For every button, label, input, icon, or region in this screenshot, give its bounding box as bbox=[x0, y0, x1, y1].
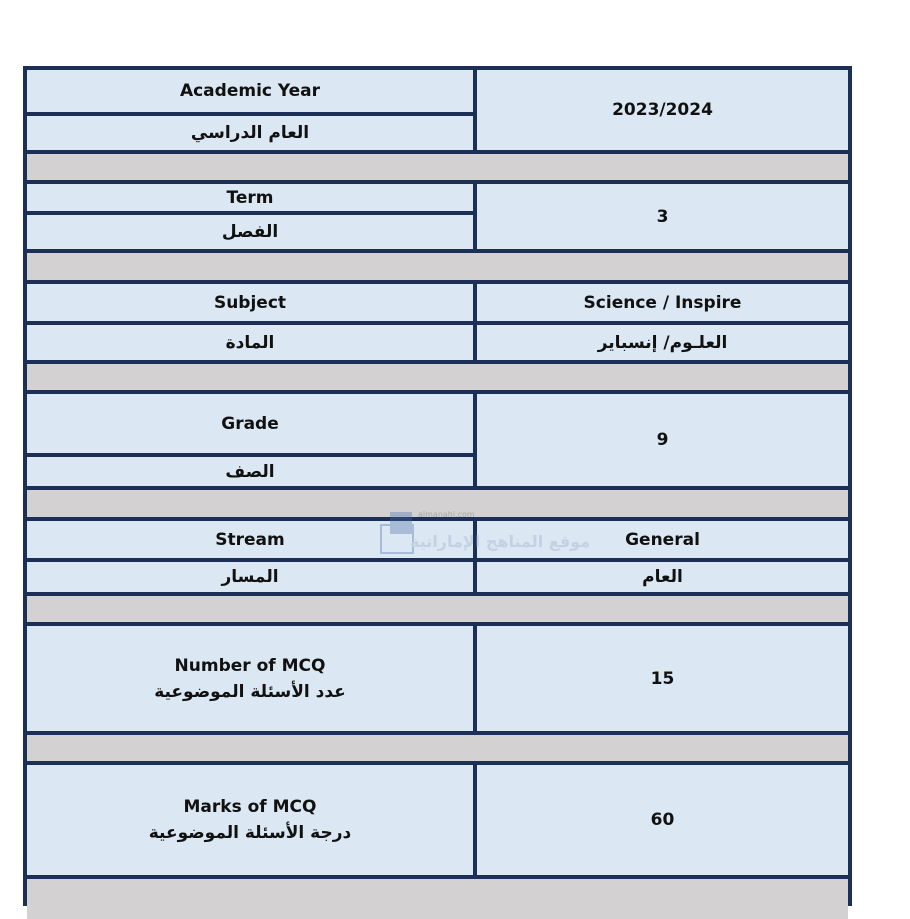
academic-year-value: 2023/2024 bbox=[477, 70, 848, 150]
mcq-count-value: 15 bbox=[477, 626, 848, 731]
stream-label-en: Stream bbox=[27, 521, 473, 558]
term-label-ar: الفصل bbox=[27, 215, 473, 249]
stream-value-en: General bbox=[477, 521, 848, 558]
academic-year-label-en: Academic Year bbox=[27, 70, 473, 112]
mcq-count-label bbox=[27, 626, 473, 731]
row-separator bbox=[27, 364, 848, 390]
subject-label-en: Subject bbox=[27, 284, 473, 321]
watermark-title: موقع المناهج الإماراتية bbox=[410, 532, 591, 551]
term-value: 3 bbox=[477, 184, 848, 249]
subject-value-ar: العلـوم/ إنسباير bbox=[477, 325, 848, 360]
row-separator bbox=[27, 154, 848, 180]
grade-label-en: Grade bbox=[27, 394, 473, 453]
subject-label-ar: المادة bbox=[27, 325, 473, 360]
row-separator bbox=[27, 879, 848, 919]
row-separator bbox=[27, 253, 848, 280]
grade-value: 9 bbox=[477, 394, 848, 486]
term-label-en: Term bbox=[27, 184, 473, 211]
exam-info-table bbox=[23, 66, 852, 906]
stream-value-ar: العام bbox=[477, 562, 848, 592]
grade-label-ar: الصف bbox=[27, 457, 473, 486]
subject-value-en: Science / Inspire bbox=[477, 284, 848, 321]
mcq-marks-label-en: Marks of MCQ bbox=[183, 797, 317, 817]
row-separator bbox=[27, 735, 848, 761]
row-separator bbox=[27, 596, 848, 622]
mcq-marks-label bbox=[27, 765, 473, 875]
watermark-site: almanahj.com bbox=[418, 510, 475, 519]
stream-label-ar: المسار bbox=[27, 562, 473, 592]
mcq-count-label-en: Number of MCQ bbox=[174, 655, 326, 676]
row-separator bbox=[27, 490, 848, 517]
mcq-marks-label-ar: درجة الأسئلة الموضوعية bbox=[148, 823, 352, 843]
academic-year-label-ar: العام الدراسي bbox=[27, 116, 473, 150]
mcq-count-label-ar: عدد الأسئلة الموضوعية bbox=[154, 681, 346, 702]
mcq-marks-value: 60 bbox=[477, 765, 848, 875]
